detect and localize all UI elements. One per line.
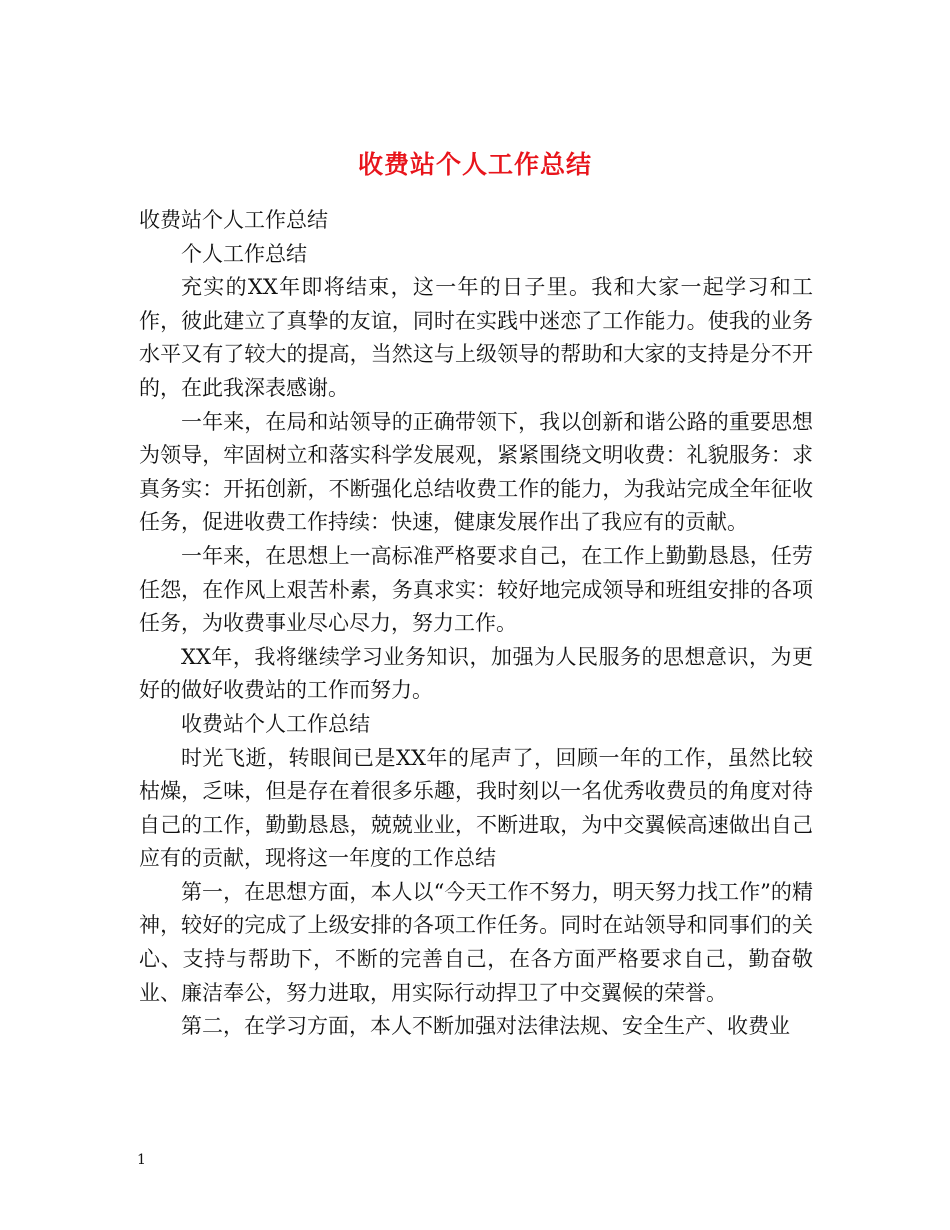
paragraph: 第二，在学习方面，本人不断加强对法律法规、安全生产、收费业: [181, 1014, 790, 1039]
paragraph: 一年来，在局和站领导的正确带领下，我以创新和谐公路的重要思想为领导，牢固树立和落实科学发展观，紧紧围绕文明收费：礼貌服务：求真务实：开拓创新，不断强化总结收费工作的能力，为我站完成全年征收任务，促进收费工作持续：快速，健康发展作出了我应有的贡献。: [139, 409, 813, 535]
paragraph: 第一，在思想方面，本人以“今天工作不努力，明天努力找工作”的精神，较好的完成了上级安排的各项工作任务。同时在站领导和同事们的关心、支持与帮助下，不断的完善自己，在各方面严格要求自己，勤奋敬业、廉洁奉公，努力进取，用实际行动捍卫了中交翼候的荣誉。: [139, 879, 813, 1005]
paragraph: 收费站个人工作总结: [139, 208, 328, 232]
paragraph: 个人工作总结: [181, 241, 307, 266]
paragraph: 充实的XX年即将结束，这一年的日子里。我和大家一起学习和工作，彼此建立了真挚的友谊，同时在实践中迷恋了工作能力。使我的业务水平又有了较大的提高，当然这与上级领导的帮助和大家的支持是分不开的，在此我深表感谢。: [139, 275, 813, 400]
document-body: [139, 204, 813, 1044]
paragraph: XX年，我将继续学习业务知识，加强为人民服务的思想意识，为更好的做好收费站的工作而努力。: [139, 644, 813, 703]
paragraph: 一年来，在思想上一高标准严格要求自己，在工作上勤勤恳恳，任劳任怨，在作风上艰苦朴素，务真求实：较好地完成领导和班组安排的各项任务，为收费事业尽心尽力，努力工作。: [139, 543, 813, 636]
paragraph: 收费站个人工作总结: [181, 711, 370, 736]
page-title: 收费站个人工作总结: [357, 149, 592, 179]
paragraph: 时光飞逝，转眼间已是XX年的尾声了，回顾一年的工作，虽然比较枯燥，乏味，但是存在着很多乐趣，我时刻以一名优秀收费员的角度对待自己的工作，勤勤恳恳，兢兢业业，不断进取，为中交翼候高速做出自己应有的贡献，现将这一年度的工作总结: [139, 745, 813, 871]
page-number: 1: [137, 1152, 146, 1168]
